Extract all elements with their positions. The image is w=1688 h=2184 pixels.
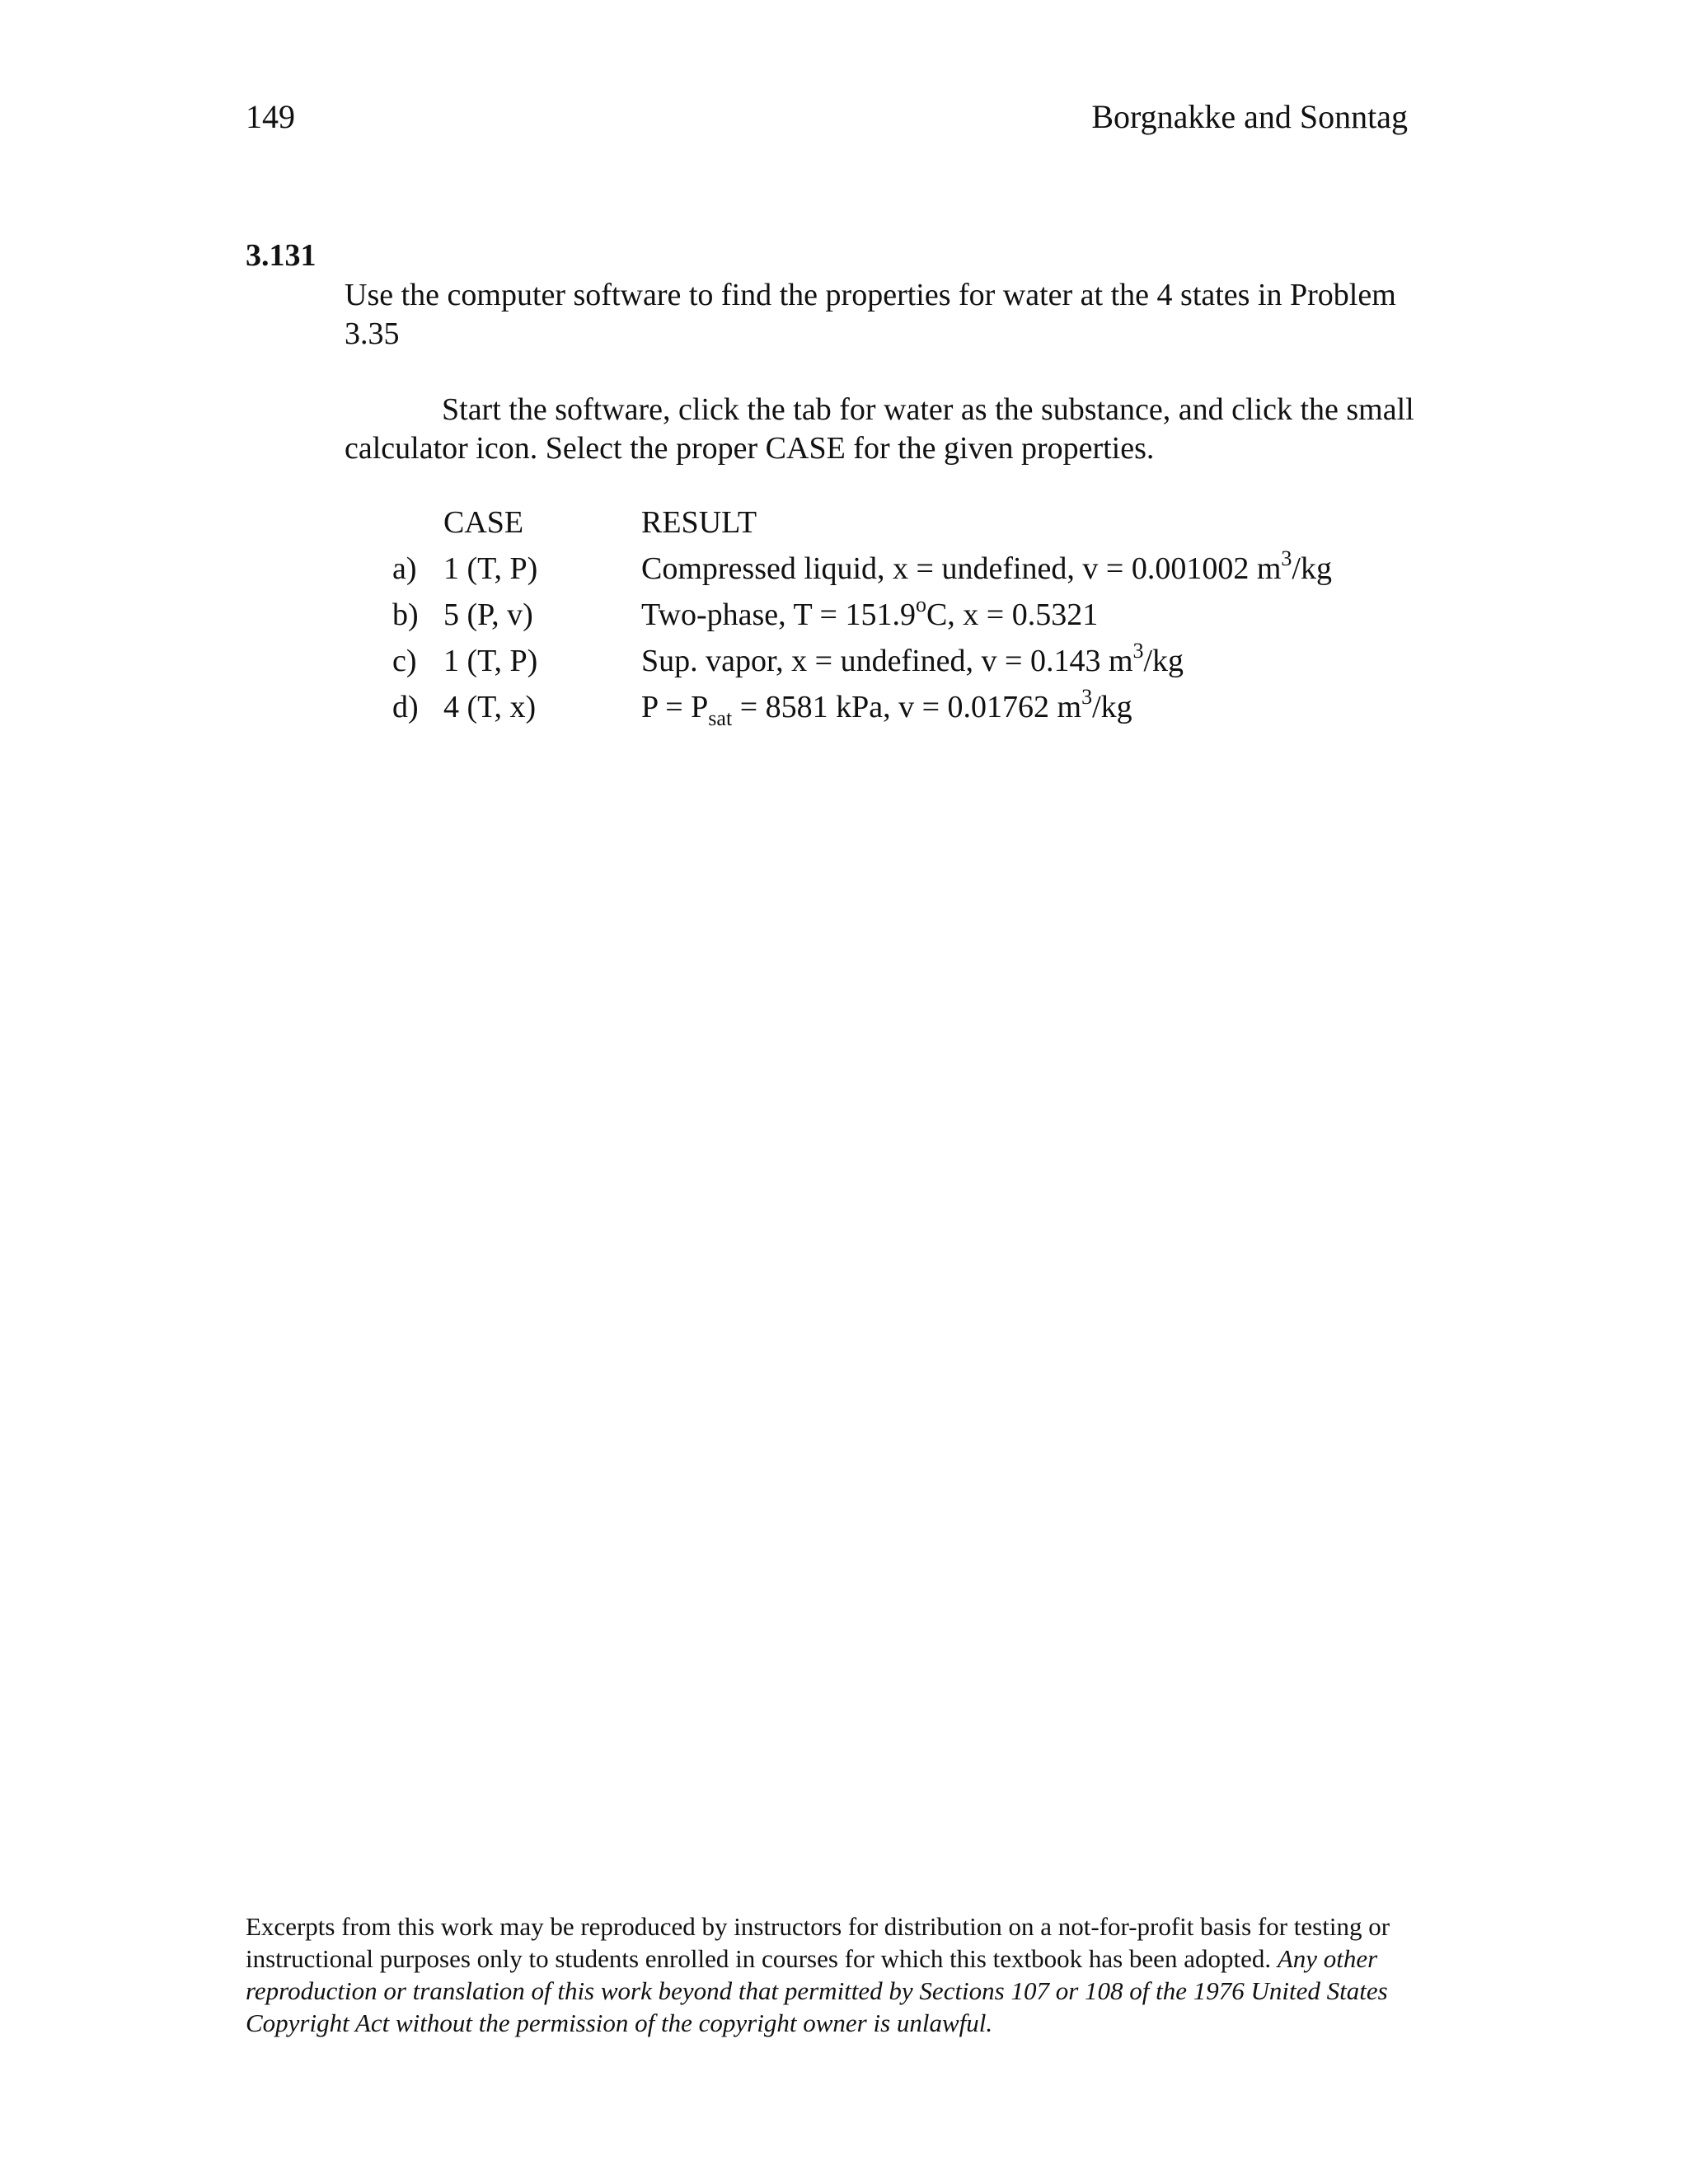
superscript: 3 <box>1281 546 1292 570</box>
row-letter: d) <box>392 690 419 724</box>
row-result <box>641 685 1132 730</box>
result-text: Compressed liquid, x = undefined, v = 0.001002 m <box>641 551 1282 586</box>
row-case: 1 (T, P) <box>443 551 538 586</box>
result-text: Sup. vapor, x = undefined, v = 0.143 m <box>641 644 1133 678</box>
row-letter: a) <box>392 551 417 586</box>
result-text: P = P <box>641 690 709 724</box>
problem-statement: Use the computer software to find the properties for water at the 4 states in Problem 3.35 <box>345 278 1396 351</box>
row-case: 4 (T, x) <box>443 690 537 724</box>
footer-italic-text: Any other reproduction or translation of this work beyond that permitted by Sections 107 or 108 of the 1976 United States Copyright Act without the permission of the copyright owner is unlawful. <box>246 1944 1388 2037</box>
case-column-header: CASE <box>443 505 524 540</box>
result-unit: /kg <box>1143 644 1184 678</box>
result-row-c <box>0 639 1688 689</box>
row-result <box>641 593 1099 633</box>
row-case: 1 (T, P) <box>443 644 538 678</box>
row-result <box>641 639 1184 679</box>
header-authors: Borgnakke and Sonntag <box>1091 98 1408 135</box>
result-text-mid: = 8581 kPa, v = 0.01762 m <box>732 690 1082 724</box>
footer-normal-text: Excerpts from this work may be reproduced by instructors for distribution on a not-for-profit basis for testing or instructional purposes only to students enrolled in courses for which this textbook has been adopted. <box>246 1912 1390 1973</box>
copyright-footer <box>246 1910 1416 2039</box>
subscript: sat <box>708 706 733 730</box>
row-letter: c) <box>392 644 417 678</box>
row-result <box>641 546 1332 587</box>
result-row-d <box>0 685 1688 735</box>
superscript: 3 <box>1132 639 1144 663</box>
row-letter: b) <box>392 598 419 632</box>
result-unit: /kg <box>1092 690 1132 724</box>
degree-superscript: o <box>915 593 926 616</box>
row-case: 5 (P, v) <box>443 598 533 632</box>
result-row-a <box>0 546 1688 597</box>
instructions-paragraph <box>345 391 1416 468</box>
result-unit: C, x = 0.5321 <box>926 598 1099 632</box>
result-row-b <box>0 593 1688 643</box>
instructions-text: Start the software, click the tab for water as the substance, and click the small calculator icon. Select the proper CASE for the given properties. <box>345 392 1414 466</box>
problem-number: 3.131 <box>246 238 316 273</box>
result-column-header: RESULT <box>641 505 757 540</box>
result-unit: /kg <box>1292 551 1332 586</box>
page-number: 149 <box>246 98 295 135</box>
superscript: 3 <box>1081 685 1093 709</box>
result-text: Two-phase, T = 151.9 <box>641 598 916 632</box>
